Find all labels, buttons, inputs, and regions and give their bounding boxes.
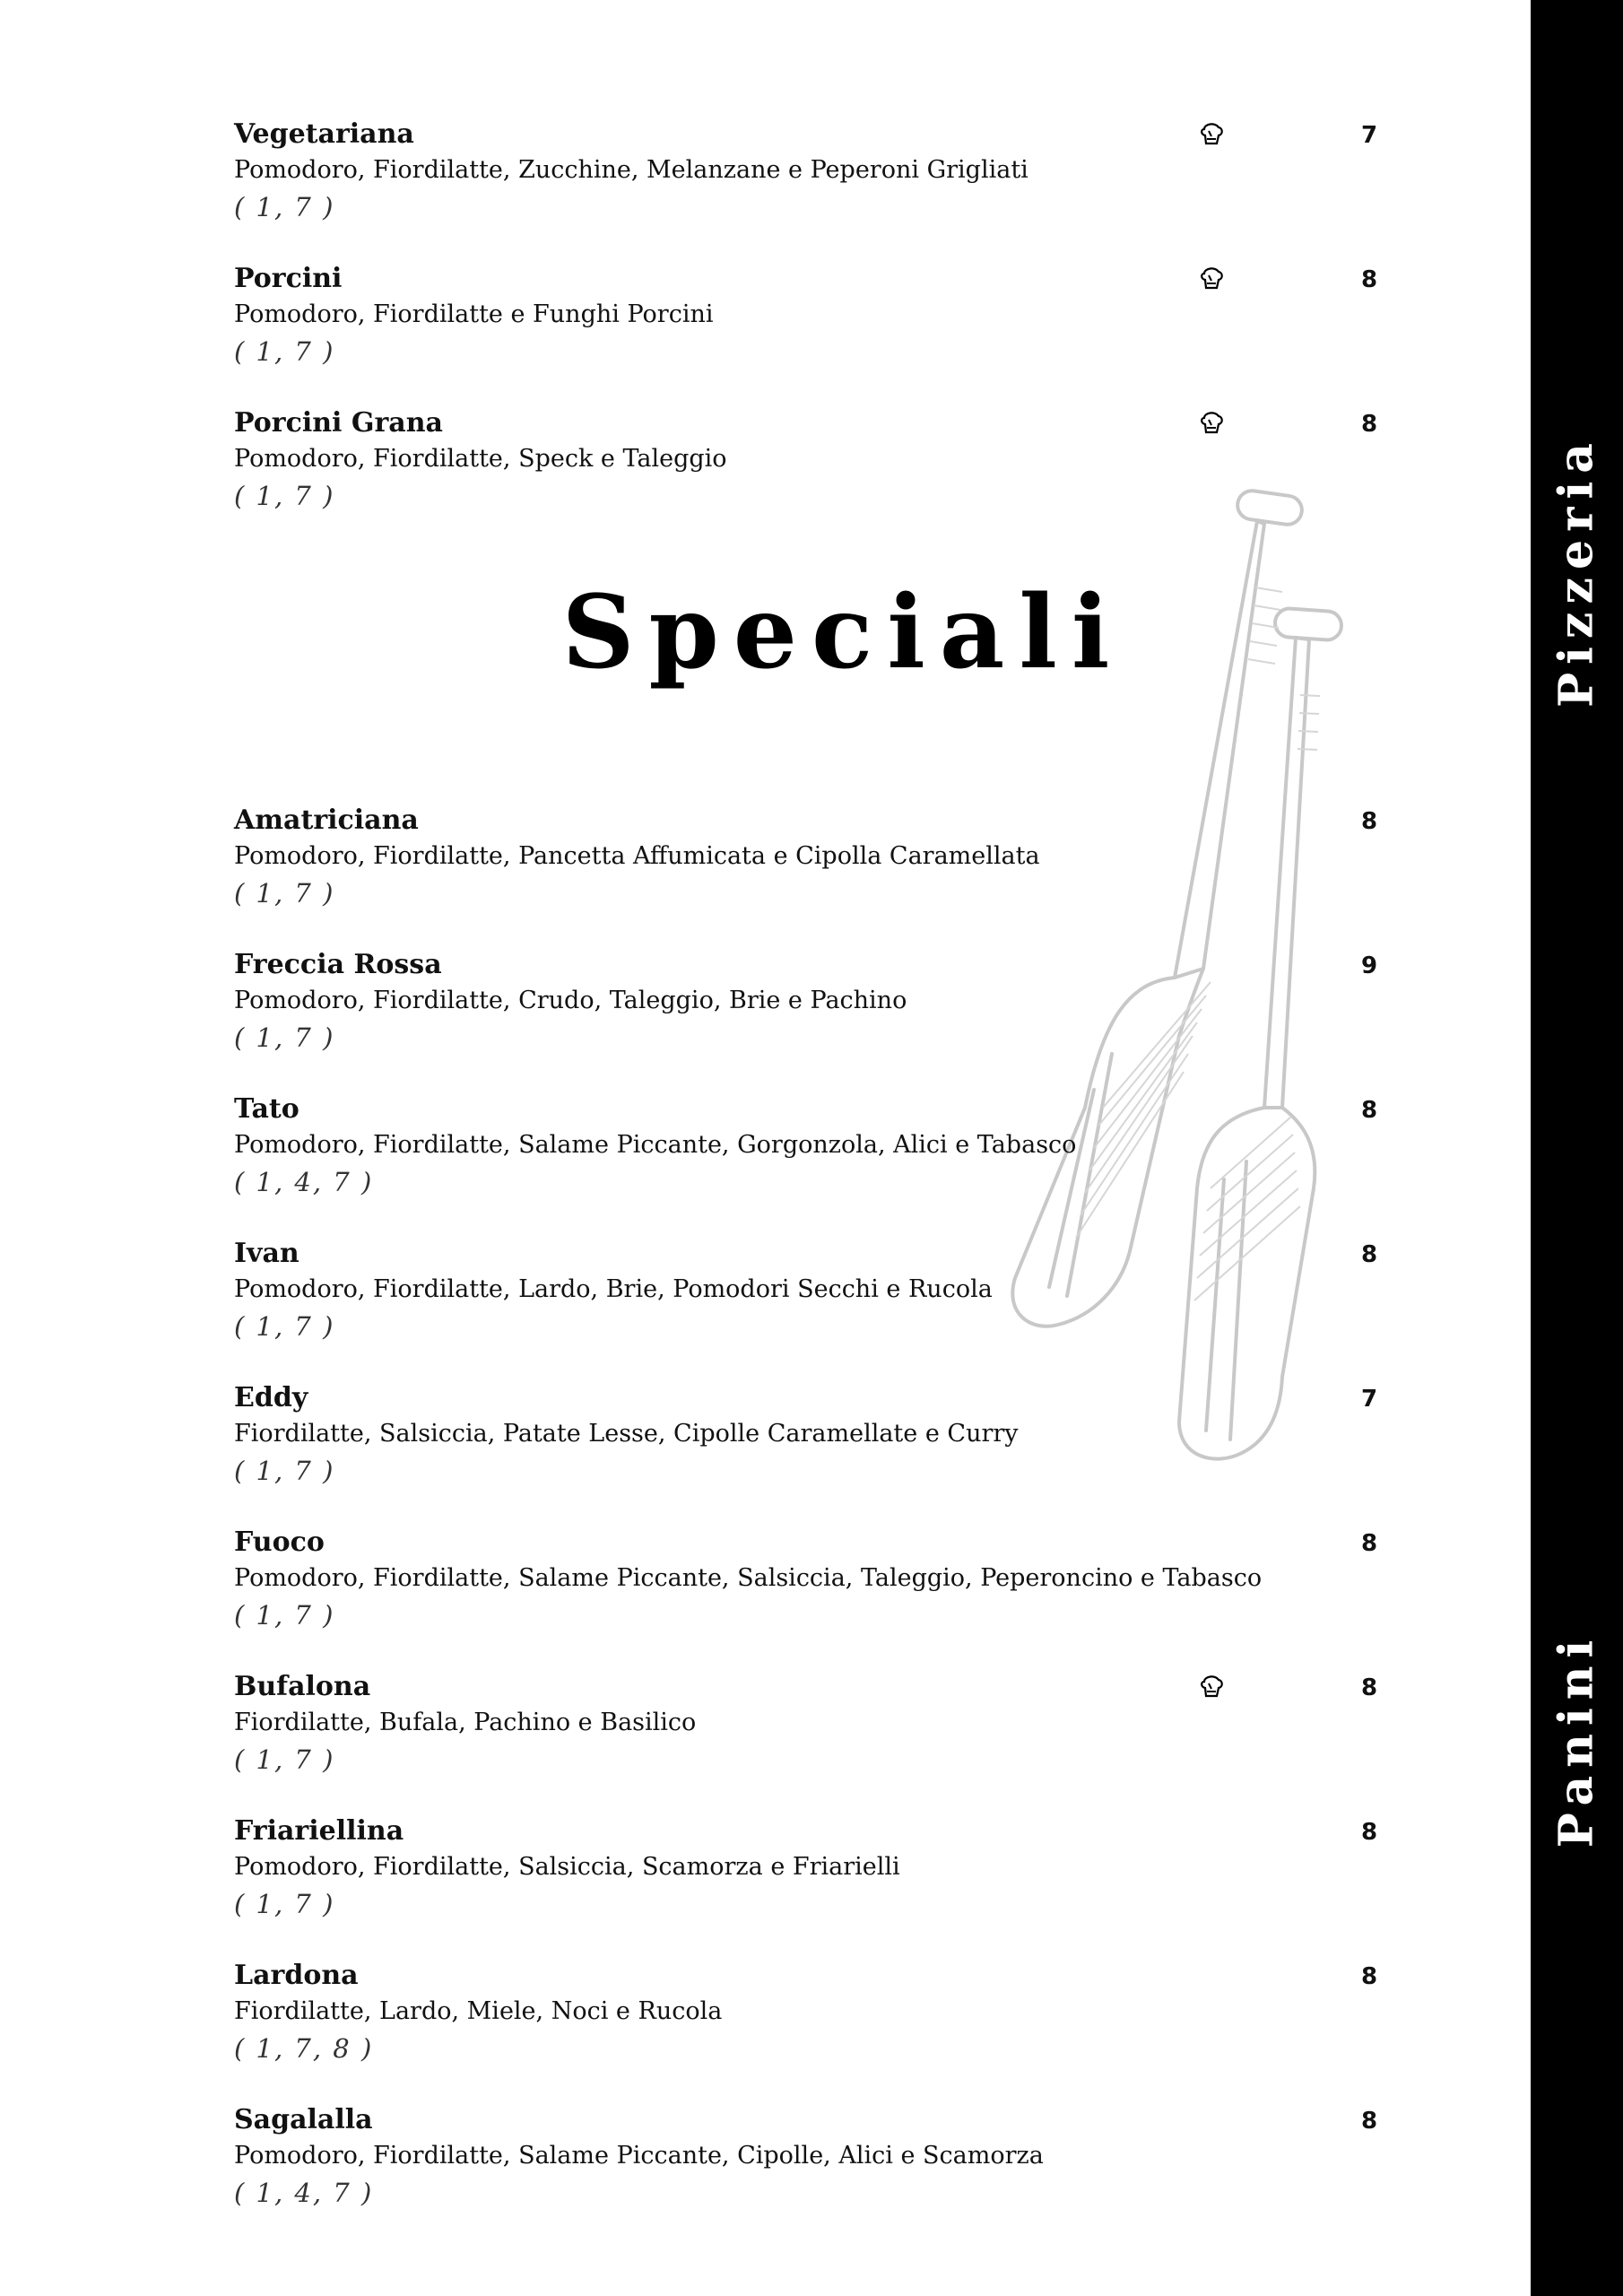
item-allergens: ( 1, 7 )	[234, 1311, 335, 1342]
item-description: Pomodoro, Fiordilatte, Crudo, Taleggio, Brie e Pachino	[234, 987, 907, 1014]
item-description: Pomodoro, Fiordilatte, Lardo, Brie, Pomodori Secchi e Rucola	[234, 1275, 993, 1303]
item-name: Lardona	[234, 1960, 359, 1991]
item-allergens: ( 1, 7 )	[234, 1022, 335, 1053]
item-name: Tato	[234, 1093, 299, 1125]
item-description: Fiordilatte, Salsiccia, Patate Lesse, Cipolle Caramellate e Curry	[234, 1420, 1019, 1448]
section-sidebar	[1531, 0, 1623, 2296]
item-name: Fuoco	[234, 1526, 325, 1558]
item-name: Bufalona	[234, 1671, 371, 1702]
tab-panini[interactable]: Panini	[1549, 1631, 1604, 1848]
item-price: 7	[1361, 1386, 1378, 1413]
item-allergens: ( 1, 7 )	[234, 1889, 335, 1919]
item-name: Amatriciana	[234, 804, 419, 836]
item-description: Pomodoro, Fiordilatte, Pancetta Affumicata e Cipolla Caramellata	[234, 842, 1040, 870]
menu-item	[234, 1382, 1391, 1517]
item-allergens: ( 1, 7 )	[234, 1600, 335, 1631]
item-allergens: ( 1, 7 )	[234, 878, 335, 909]
menu-item	[234, 2104, 1391, 2239]
item-name: Sagalalla	[234, 2104, 373, 2135]
item-description: Fiordilatte, Lardo, Miele, Noci e Rucola	[234, 1997, 723, 2025]
menu-item	[234, 804, 1391, 939]
item-allergens: ( 1, 7 )	[234, 336, 335, 367]
menu-item	[234, 118, 1391, 253]
menu-item	[234, 949, 1391, 1083]
item-price: 8	[1361, 411, 1378, 438]
menu-item	[234, 263, 1391, 397]
item-price: 8	[1361, 2108, 1378, 2135]
item-description: Pomodoro, Fiordilatte, Salame Piccante, Cipolle, Alici e Scamorza	[234, 2142, 1044, 2170]
menu-item	[234, 1093, 1391, 1228]
item-description: Pomodoro, Fiordilatte, Salsiccia, Scamorza e Friarielli	[234, 1853, 900, 1881]
menu-item	[234, 1238, 1391, 1372]
item-price: 7	[1361, 122, 1378, 149]
item-name: Porcini	[234, 263, 343, 294]
tab-pizzeria[interactable]: Pizzeria	[1549, 435, 1604, 708]
item-name: Porcini Grana	[234, 407, 443, 439]
item-description: Fiordilatte, Bufala, Pachino e Basilico	[234, 1709, 697, 1736]
item-allergens: ( 1, 7, 8 )	[234, 2033, 374, 2064]
item-allergens: ( 1, 7 )	[234, 1456, 335, 1486]
item-price: 8	[1361, 1097, 1378, 1124]
item-description: Pomodoro, Fiordilatte e Funghi Porcini	[234, 300, 714, 328]
menu-item	[234, 1526, 1391, 1661]
menu-item	[234, 1671, 1391, 1805]
item-allergens: ( 1, 4, 7 )	[234, 2178, 374, 2208]
chef-icon	[1197, 409, 1226, 438]
item-name: Freccia Rossa	[234, 949, 442, 980]
item-price: 8	[1361, 808, 1378, 835]
item-description: Pomodoro, Fiordilatte, Salame Piccante, Gorgonzola, Alici e Tabasco	[234, 1131, 1077, 1159]
chef-icon	[1197, 120, 1226, 149]
chef-icon	[1197, 1673, 1226, 1701]
item-price: 8	[1361, 266, 1378, 293]
item-description: Pomodoro, Fiordilatte, Salame Piccante, Salsiccia, Taleggio, Peperoncino e Tabasco	[234, 1564, 1263, 1592]
item-price: 8	[1361, 1963, 1378, 1990]
item-allergens: ( 1, 7 )	[234, 192, 335, 222]
menu-item	[234, 407, 1391, 542]
item-allergens: ( 1, 7 )	[234, 1744, 335, 1775]
item-description: Pomodoro, Fiordilatte, Speck e Taleggio	[234, 445, 727, 473]
menu-item	[234, 1815, 1391, 1950]
item-allergens: ( 1, 7 )	[234, 481, 335, 511]
chef-icon	[1197, 265, 1226, 293]
item-allergens: ( 1, 4, 7 )	[234, 1167, 374, 1197]
item-name: Friariellina	[234, 1815, 404, 1847]
item-price: 8	[1361, 1674, 1378, 1701]
item-price: 8	[1361, 1819, 1378, 1846]
item-price: 8	[1361, 1241, 1378, 1268]
item-name: Ivan	[234, 1238, 299, 1269]
item-price: 9	[1361, 952, 1378, 979]
item-name: Vegetariana	[234, 118, 414, 150]
item-name: Eddy	[234, 1382, 308, 1413]
item-price: 8	[1361, 1530, 1378, 1557]
item-description: Pomodoro, Fiordilatte, Zucchine, Melanzane e Peperoni Grigliati	[234, 156, 1028, 184]
section-title: Speciali	[561, 574, 1124, 691]
menu-item	[234, 1960, 1391, 2094]
